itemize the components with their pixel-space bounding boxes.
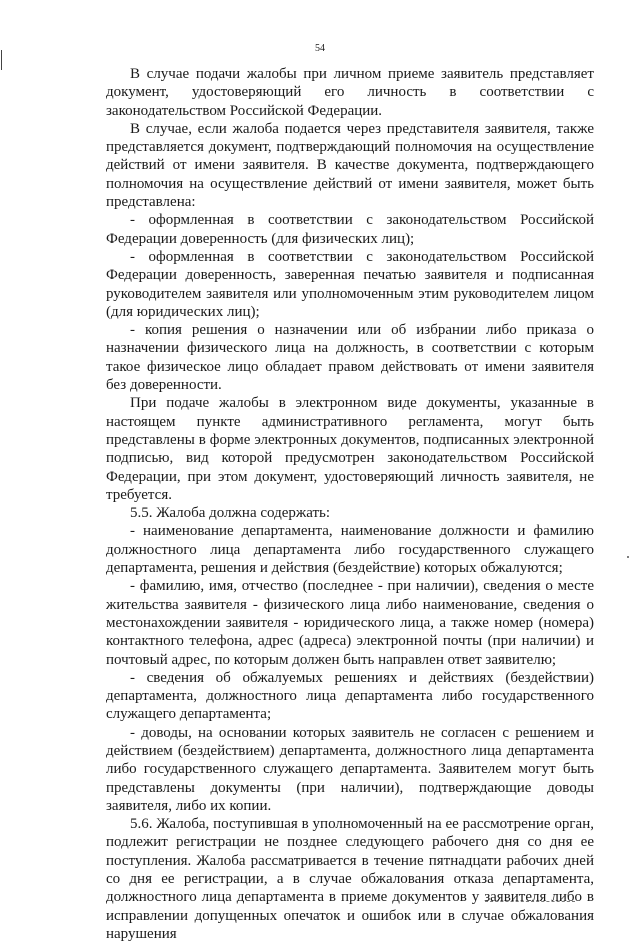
section-heading-5-5: 5.5. Жалоба должна содержать: <box>130 505 331 522</box>
paragraph-electronic-submission: При подаче жалобы в электронном виде документы, указанные в настоящем пункте административного регламента, могут быть представлены в форме электронных документов, подписанных электронной подписью, вид которой предусмотрен законодательством Российской Федерации, при этом документ, удостоверяющий личность заявителя, не требуется. <box>106 395 594 503</box>
paragraph-personal-submission: В случае подачи жалобы при личном приеме заявитель представляет документ, удостоверяющий его личность в соответствии с законодательством Российской Федерации. <box>106 66 594 119</box>
document-body <box>106 65 594 943</box>
list-item-appointment-decision: - копия решения о назначении или об избрании либо приказа о назначении физического лица на должность, в соответствии с которым такое физическое лицо обладает правом действовать от имени заявителя без доверенности. <box>106 322 594 394</box>
paragraph-5-6-registration: 5.6. Жалоба, поступившая в уполномоченный на ее рассмотрение орган, подлежит регистрации не позднее следующего рабочего дня со дня ее поступления. Жалоба рассматривается в течение пятнадцати рабочих дней со дня ее регистрации, а в случае обжалования отказа департамента, должностного лица департамента в приеме документов у заявителя либо в исправлении допущенных опечаток и ошибок или в случае обжалования нарушения <box>106 816 594 942</box>
list-item-department-name: - наименование департамента, наименование должности и фамилию должностного лица департамента либо государственного служащего департамента, решения и действия (бездействие) которых обжалуются; <box>106 523 594 577</box>
scan-bottom-dashes <box>485 901 575 904</box>
list-item-arguments: - доводы, на основании которых заявитель не согласен с решением и действием (бездействием) департамента, должностного лица департамента либо государственного служащего департамента. Заявителем могут быть представлены документы (при наличии), подтверждающие доводы заявителя, либо их копии. <box>106 724 594 814</box>
page-number: 54 <box>315 43 325 54</box>
list-item-appealed-decisions: - сведения об обжалуемых решениях и действиях (бездействии) департамента, должностного лица департамента либо государственного служащего департамента; <box>106 669 594 723</box>
scan-edge-mark <box>627 556 629 558</box>
paragraph-representative: В случае, если жалоба подается через представителя заявителя, также представляется документ, подтверждающий полномочия на осуществление действий от имени заявителя. В качестве документа, подтверждающего полномочия на осуществление действий от имени заявителя, может быть представлена: <box>106 120 594 211</box>
list-item-power-of-attorney-legal-entities: - оформленная в соответствии с законодательством Российской Федерации доверенность, заверенная печатью заявителя и подписанная руководителем заявителя или уполномоченным этим руководителем лицом (для юридических лиц); <box>106 248 594 320</box>
list-item-power-of-attorney-individuals: - оформленная в соответствии с законодательством Российской Федерации доверенность (для физических лиц); <box>106 212 594 247</box>
list-item-applicant-details: - фамилию, имя, отчество (последнее - при наличии), сведения о месте жительства заявителя - физического лица либо наименование, сведения о местонахождении заявителя - юридического лица, а также номер (номера) контактного телефона, адрес (адреса) электронной почты (при наличии) и почтовый адрес, по которым должен быть направлен ответ заявителю; <box>106 578 594 668</box>
